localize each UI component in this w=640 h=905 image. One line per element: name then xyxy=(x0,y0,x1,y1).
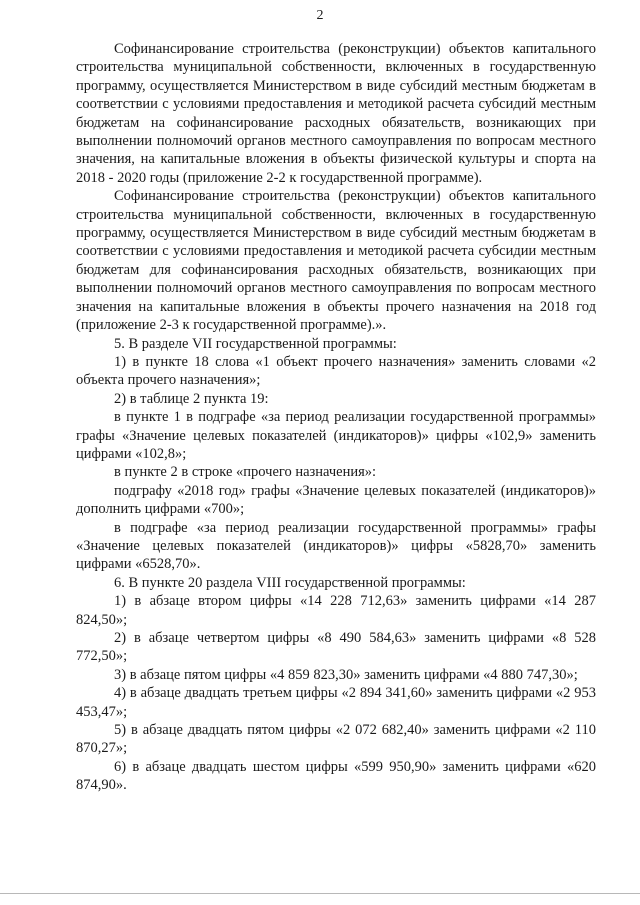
document-body xyxy=(76,40,596,795)
paragraph-abzac-25: 5) в абзаце двадцать пятом цифры «2 072 682,40» заменить цифрами «2 110 870,27»; xyxy=(76,722,596,757)
bottom-divider xyxy=(0,893,640,894)
paragraph-item-1-subgraph: в пункте 1 в подграфе «за период реализации государственной программы» графы «Значение целевых показателей (индикаторов)» цифры «102,9» заменить цифрами «102,8»; xyxy=(76,409,596,462)
paragraph-period-subgraph: в подграфе «за период реализации государственной программы» графы «Значение целевых показателей (индикаторов)» цифры «5828,70» заменить цифрами «6528,70». xyxy=(76,519,596,573)
paragraph-section-vii-heading: 5. В разделе VII государственной программы: xyxy=(114,335,397,352)
paragraph-item-18: 1) в пункте 18 слова «1 объект прочего назначения» заменить словами «2 объекта прочего назначения»; xyxy=(76,353,596,389)
paragraph-cofinancing-other: Софинансирование строительства (реконструкции) объектов капитального строительства муниципальной собственности, включенных в государственную программу, осуществляется Министерством в виде субсидий местным бюджетам в соответствии с условиями предоставления и методикой расчета субсидии местным бюджетам для софинансирования расходных обязательств, возникающих при выполнении полномочий органов местного самоуправления по вопросам местного значения на капитальные вложения в объекты прочего назначения на 2018 год (приложение 2-3 к государственной программе).». xyxy=(76,188,596,334)
paragraph-table-2-item-19: 2) в таблице 2 пункта 19: xyxy=(114,390,269,407)
paragraph-abzac-2: 1) в абзаце втором цифры «14 228 712,63» заменить цифрами «14 287 824,50»; xyxy=(76,593,596,628)
paragraph-item-2-row: в пункте 2 в строке «прочего назначения»: xyxy=(114,464,377,481)
paragraph-abzac-4: 2) в абзаце четвертом цифры «8 490 584,63» заменить цифрами «8 528 772,50»; xyxy=(76,630,596,665)
paragraph-abzac-26: 6) в абзаце двадцать шестом цифры «599 950,90» заменить цифрами «620 874,90». xyxy=(76,758,596,794)
paragraph-2018-subgraph: подграфу «2018 год» графы «Значение целевых показателей (индикаторов)» дополнить цифрами «700»; xyxy=(76,482,596,518)
page-number: 2 xyxy=(316,8,324,23)
paragraph-cofinancing-sport: Софинансирование строительства (реконструкции) объектов капитального строительства муниципальной собственности, включенных в государственную программу, осуществляется Министерством в виде субсидий местным бюджетам в соответствии с условиями предоставления и методикой расчета субсидий местным бюджетам на софинансирование расходных обязательств, возникающих при выполнении полномочий органов местного самоуправления по вопросам местного значения, на капитальные вложения в объекты физической культуры и спорта на 2018 - 2020 годы (приложение 2-2 к государственной программе). xyxy=(76,41,596,186)
paragraph-section-viii-heading: 6. В пункте 20 раздела VIII государственной программы: xyxy=(114,574,466,591)
paragraph-abzac-5: 3) в абзаце пятом цифры «4 859 823,30» заменить цифрами «4 880 747,30»; xyxy=(114,666,578,683)
paragraph-abzac-23: 4) в абзаце двадцать третьем цифры «2 894 341,60» заменить цифрами «2 953 453,47»; xyxy=(76,685,596,720)
